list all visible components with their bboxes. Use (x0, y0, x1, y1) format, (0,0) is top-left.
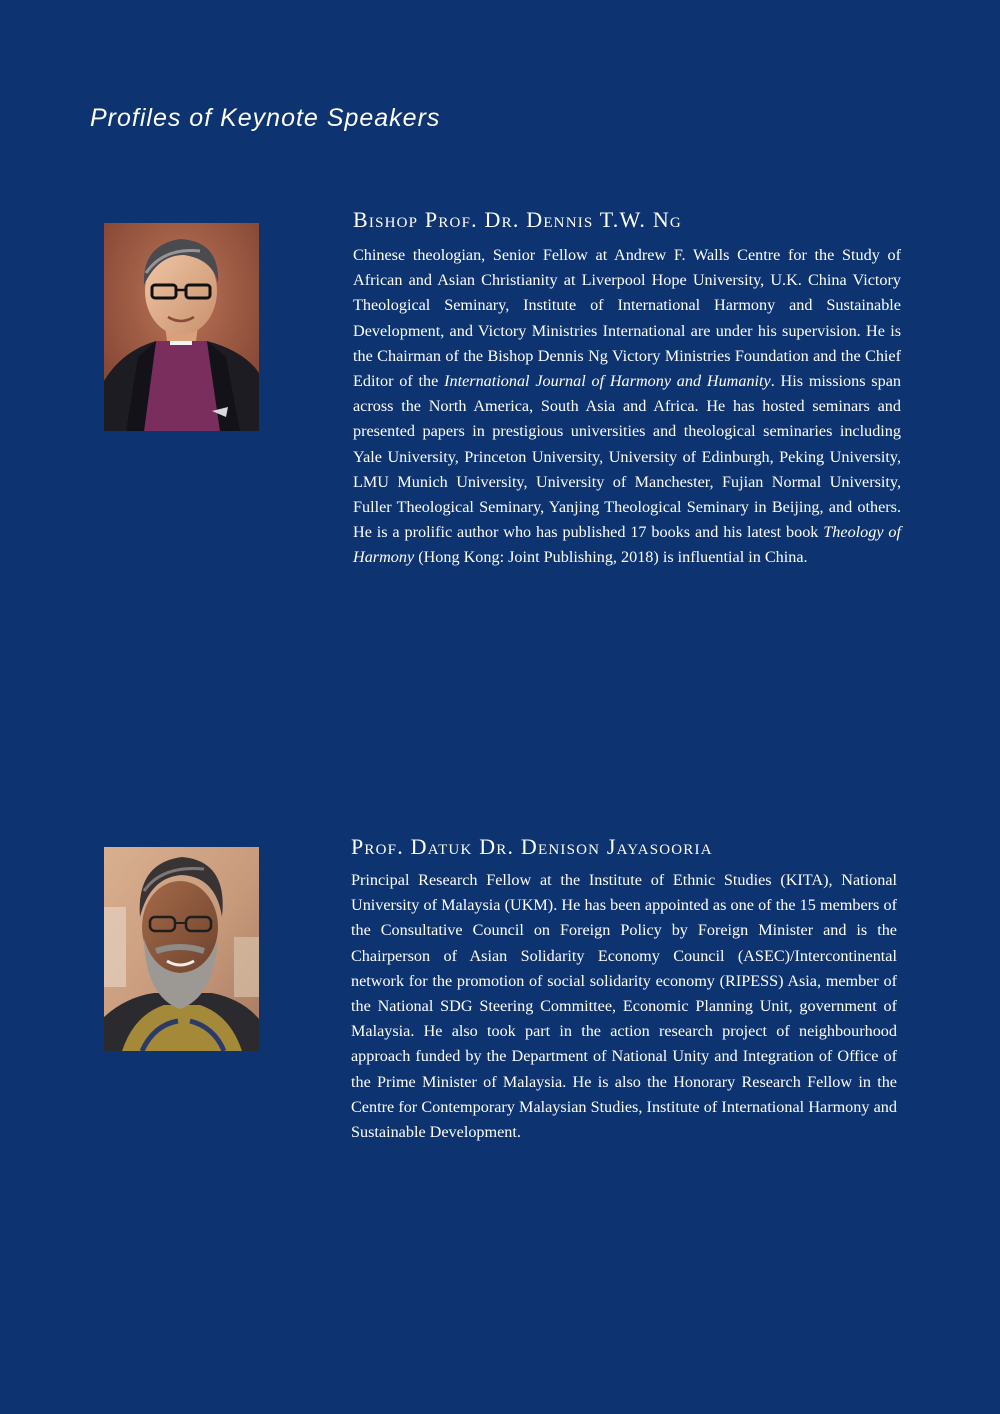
speaker-name: Prof. Datuk Dr. Denison Jayasooria (351, 834, 713, 859)
speaker-photo-jayasooria (104, 847, 259, 1051)
speaker-profile-ng (0, 205, 1000, 635)
speaker-name: Bishop Prof. Dr. Dennis T.W. Ng (353, 207, 682, 232)
portrait-jayasooria-image (104, 847, 259, 1051)
book-title: Theology of Harmony (353, 523, 901, 567)
page-title: Profiles of Keynote Speakers (90, 104, 441, 132)
speaker-bio: Chinese theologian, Senior Fellow at Andrew F. Walls Centre for the Study of African and Asian Christianity at Liverpool Hope University, U.K. China Victory Theological Seminary, Institute of International Harmony and Sustainable Development, and Victory Ministries International are under his supervision. He is the Chairman of the Bishop Dennis Ng Victory Ministries Foundation and the Chief Editor of the International Journal of Harmony and Humanity. His missions span across the North America, South Asia and Africa. He has hosted seminars and presented papers in prestigious universities and theological seminaries including Yale University, Princeton University, University of Edinburgh, Peking University, LMU Munich University, University of Manchester, Fujian Normal University, Fuller Theological Seminary, Yanjing Theological Seminary in Beijing, and others. He is a prolific author who has published 17 books and his latest book Theology of Harmony (Hong Kong: Joint Publishing, 2018) is influential in China. (353, 246, 901, 567)
speaker-bio: Principal Research Fellow at the Institute of Ethnic Studies (KITA), National University of Malaysia (UKM). He has been appointed as one of the 15 members of the Consultative Council on Foreign Policy by Foreign Minister and is the Chairperson of Asian Solidarity Economy Council (ASEC)/Intercontinental network for the promotion of social solidarity economy (RIPESS) Asia, member of the National SDG Steering Committee, Economic Planning Unit, government of Malaysia. He also took part in the action research project of neighbourhood approach funded by the Department of National Unity and Integration of Office of the Prime Minister of Malaysia. He is also the Honorary Research Fellow in the Centre for Contemporary Malaysian Studies, Institute of International Harmony and Sustainable Development. (351, 871, 897, 1142)
speaker-profile-jayasooria (0, 832, 1000, 1182)
speaker-photo-ng (104, 223, 259, 431)
journal-title: International Journal of Harmony and Humanity (444, 372, 771, 391)
portrait-ng-image (104, 223, 259, 431)
